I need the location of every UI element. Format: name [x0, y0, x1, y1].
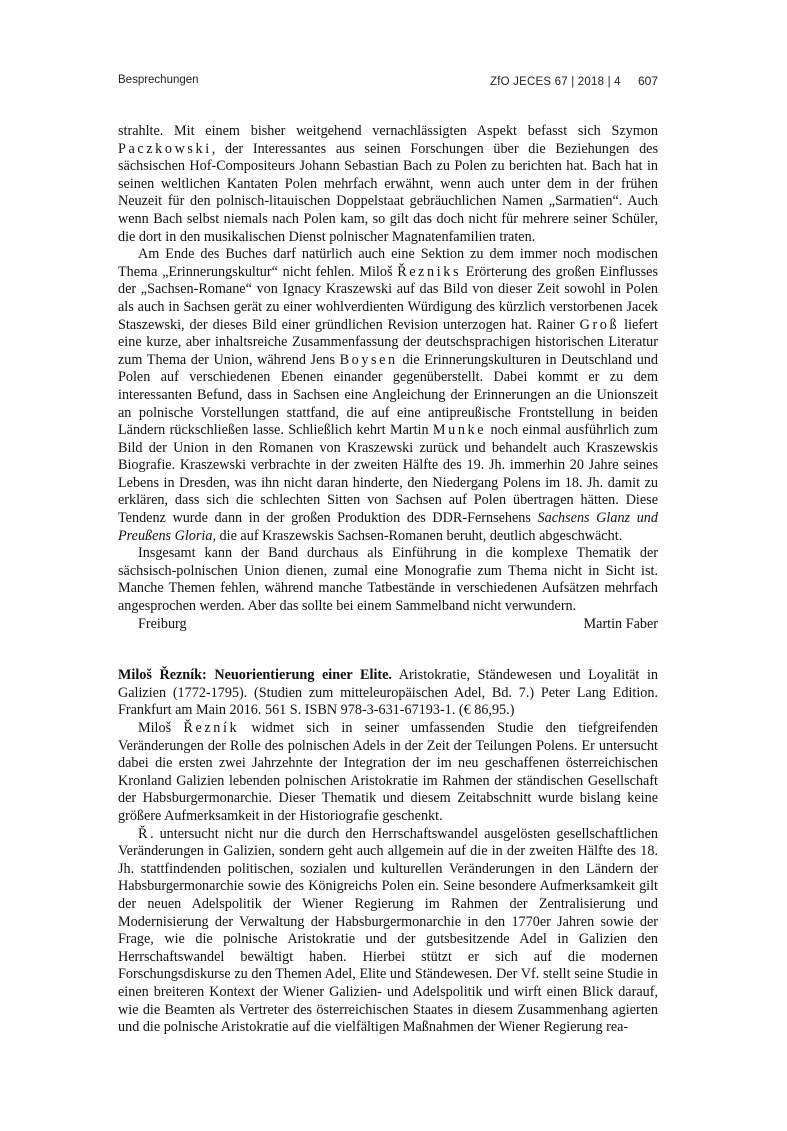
review1-paragraph-2	[118, 246, 658, 545]
review1-paragraph-3	[118, 545, 658, 615]
spaced-name: Ř	[138, 825, 151, 842]
text-run: Aristokratie, Ständewesen und Loyalität in Galizien (1772-1795). (Studien zum mitteleuropäischen Adel, Bd. 7.) Peter Lang Edition. Frankfurt am Main 2016. 561 S. ISBN 978-3-631-67193-1. (€ 86,95.)	[118, 667, 658, 719]
section-title: Besprechungen	[118, 74, 199, 86]
spaced-name: Paczkowski	[118, 140, 212, 157]
text-run: Miloš	[138, 720, 184, 736]
text-run: die Erinnerungskulturen in Deutschland und Polen auf verschiedenen Ebenen einander gegenüberstellt. Dabei kommt er zu dem interessanten Befund, dass in Sachsen eine Angleichung der Erinnerungen an die Unionszeit an polnische Vorstellungen stattfand, die auf eine antipreußische Frontstellung in beiden Ländern rückschließen lasse. Schließlich kehrt Martin	[118, 351, 658, 439]
spaced-name: Munke	[432, 422, 487, 439]
italic-title: Sachsens Glanz und Preußens Gloria	[118, 510, 658, 544]
text-run: , die auf Kraszewskis Sachsen-Romanen beruht, deutlich abgeschwächt.	[212, 527, 623, 544]
review2-citation	[118, 667, 658, 720]
spaced-name: Groß	[579, 316, 620, 333]
text-run: noch einmal ausführlich zum Bild der Union in den Romanen von Kraszewski zurück und behandelt auch Kraszewskis Biografie. Kraszewski verbrachte in der zweiten Hälfte des 19. Jh. immerhin 20 Jahre seines Lebens in Dresden, was ihn nicht daran hinderte, den Niedergang Polens im 18. Jh. damit zu erklären, dass sich die schlechten Sitten von Sachsen auf Polen übertragen hätten. Diese Tendenz wurde dann in der großen Produktion des DDR-Fernsehens	[118, 422, 658, 527]
page-number: 607	[637, 74, 658, 88]
review2-paragraph-2	[118, 826, 658, 1037]
article-body	[118, 123, 658, 1037]
review1-reviewer: Martin Faber	[583, 615, 658, 632]
text-run: , der Interessantes aus seinen Forschungen über die Beziehungen des sächsischen Hof-Compositeurs Johann Sebastian Bach zu Polen zu berichten hat. Bach hat in seinen weltlichen Kantaten Polen mehrfach erwähnt, wenn auch unter dem in der frühen Neuzeit für den polnisch-litauischen Doppelstaat gebräuchlichen Namen „Sarmatien“. Auch wenn Bach selbst niemals nach Polen kam, so gilt das doch nicht für mehrere seiner Schüler, die dort in den musikalischen Dienst polnischer Magnatenfamilien traten.	[118, 140, 658, 245]
text-run: strahlte. Mit einem bisher weitgehend vernachlässigten Aspekt befasst sich Szymon	[118, 123, 658, 139]
spaced-name: Boysen	[339, 351, 398, 368]
text-run: Erörterung des großen Einflusses der „Sachsen-Romane“ von Ignacy Kraszewski auf das Bild von dieser Zeit sowohl in Polen als auch in Sachsen gerät zu einer wohlverdienten Würdigung des kürzlich verstorbenen Jacek Staszewski, der dieses Bild einer gründlichen Revision unterzogen hat. Rainer	[118, 263, 658, 333]
text-run: Insgesamt kann der Band durchaus als Einführung in die komplexe Thematik der sächsisch-polnischen Union dienen, zumal eine Monografie zum Thema nicht in Sicht ist. Manche Themen fehlen, während manche Tatbestände in verschiedenen Aufsätzen mehrfach angesprochen werden. Aber das sollte bei einem Sammelband nicht verwundern.	[118, 545, 658, 615]
text-run: liefert eine kurze, aber inhaltsreiche Zusammenfassung der deutschsprachigen historischen Literatur zum Thema der Union, während Jens	[118, 316, 658, 368]
text-run: Am Ende des Buches darf natürlich auch eine Sektion zu dem immer noch modischen Thema „Erinnerungskultur“ nicht fehlen. Miloš	[118, 246, 658, 280]
spaced-name: Řezniks	[397, 263, 462, 280]
review1-place: Freiburg	[138, 615, 187, 632]
journal-info	[490, 74, 658, 88]
text-run: . untersucht nicht nur die durch den Herrschaftswandel ausgelösten gesellschaftlichen Veränderungen in Galizien, sondern geht auch allgemein auf die in der zweiten Hälfte des 18. Jh. stattfindenden politischen, sozialen und kulturellen Veränderungen in den Ländern der Habsburgermonarchie sowie des Königreichs Polen ein. Seine besondere Aufmerksamkeit gilt der neuen Adelspolitik der Wiener Regierung im Rahmen der Zentralisierung und Modernisierung der Verwaltung der Habsburgermonarchie in den 1770er Jahren sowie der Frage, wie die polnische Aristokratie und der gutsbesitzende Adel in Galizien den Herrschaftswandel bewältigt haben. Hierbei stützt er sich auf die modernen Forschungsdiskurse zu den Themen Adel, Elite und Ständewesen. Der Vf. stellt seine Studie in einen breiteren Kontext der Wiener Galizien- und Adelspolitik und wirft einen Blick darauf, wie die Beamten als Vertreter des österreichischen Staates in diesem Zusammenhang agierten und die polnische Aristokratie auf die vielfältigen Maßnahmen der Wiener Regierung rea-	[118, 825, 658, 1036]
spaced-name: Řezník	[183, 720, 240, 736]
section-gap	[118, 633, 658, 667]
review1-signature	[118, 616, 658, 634]
journal-issue: ZfO JECES 67 | 2018 | 4	[490, 76, 621, 88]
text-run: widmet sich in seiner umfassenden Studie den tiefgreifenden Veränderungen der Rolle des polnischen Adels in der Zeit der Teilungen Polens. Er untersucht dabei die ersten zwei Jahrzehnte der Integration der im neu geschaffenen österreichischen Kronland Galizien lebenden polnischen Aristokratie im Rahmen der ständischen Gesellschaft der Habsburgermonarchie. Dieser Thematik und diesem Zeitabschnitt wurde bislang keine größere Aufmerksamkeit in der Historiografie geschenkt.	[118, 720, 658, 824]
review1-paragraph-1	[118, 123, 658, 246]
running-header	[118, 74, 658, 92]
review2-paragraph-1	[118, 720, 658, 826]
review-heading: Miloš Řezník: Neuorientierung einer Elite.	[118, 667, 392, 684]
